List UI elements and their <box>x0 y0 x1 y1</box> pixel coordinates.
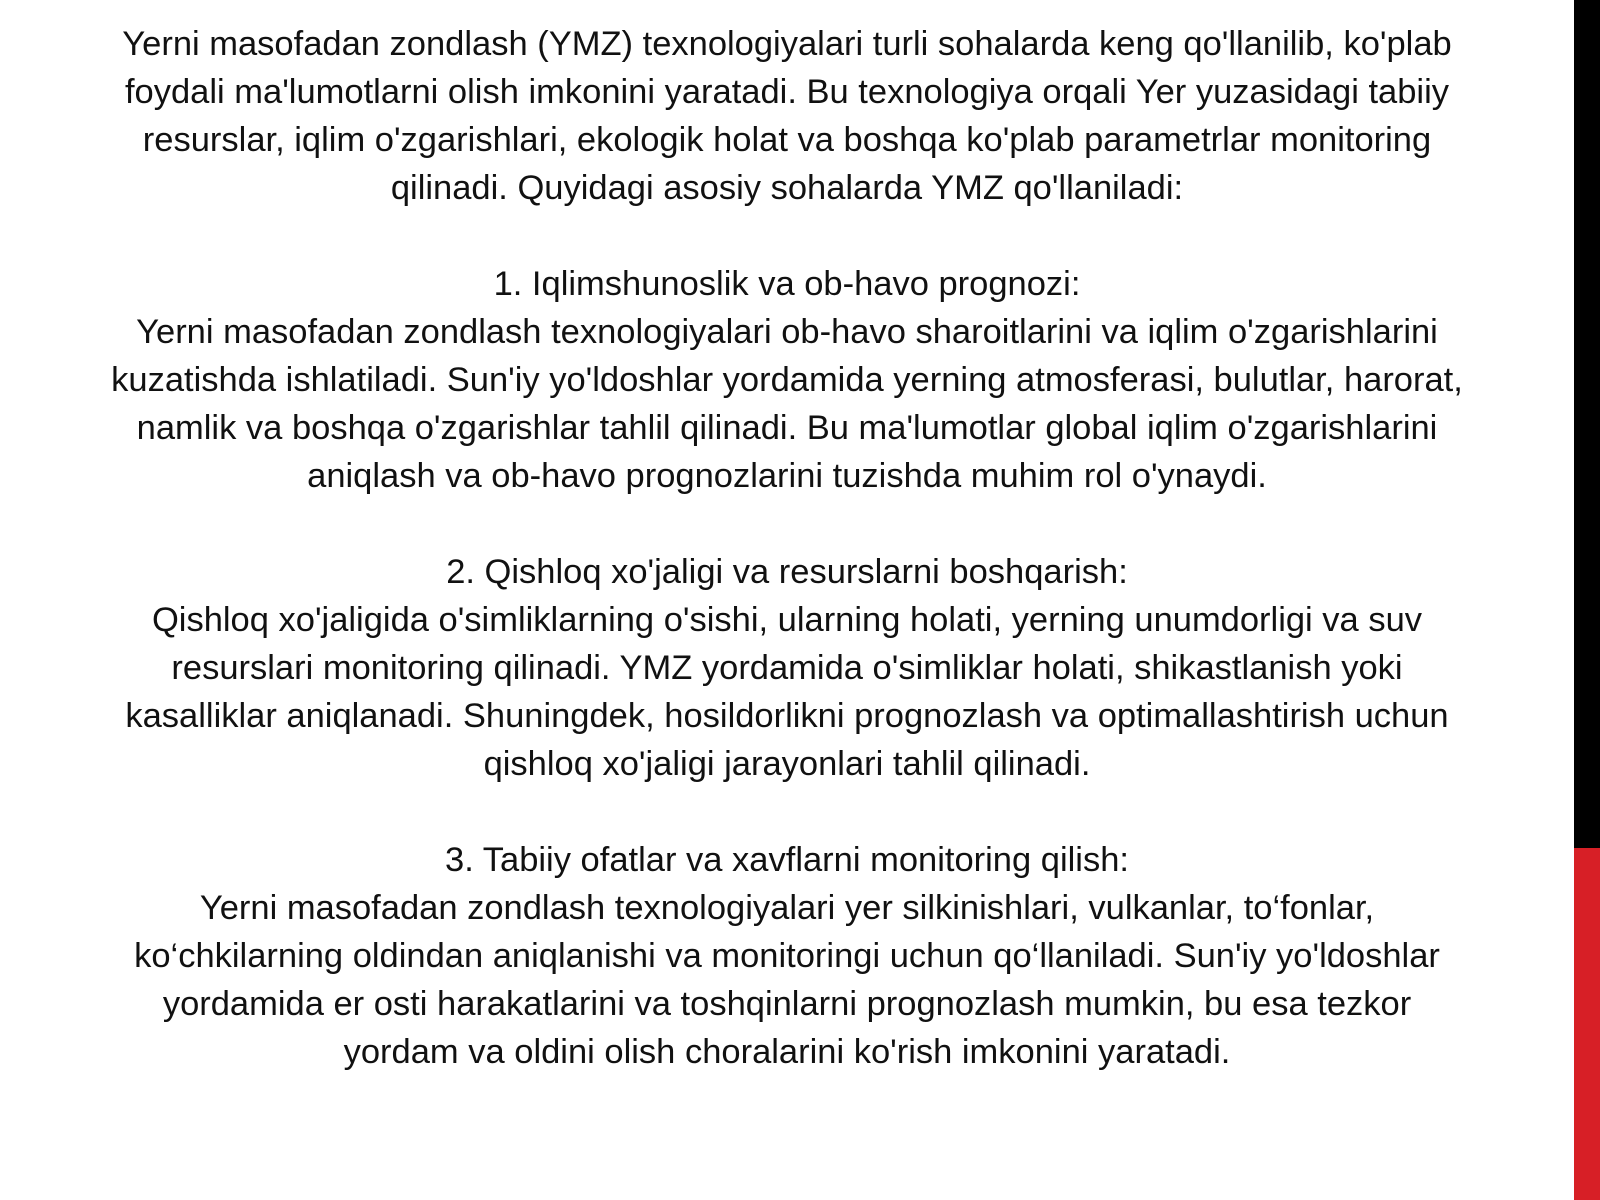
section-agriculture <box>0 548 1574 788</box>
text-line: resurslari monitoring qilinadi. YMZ yordamida o'simliklar holati, shikastlanish yoki <box>171 649 1403 687</box>
section-heading: 3. Tabiiy ofatlar va xavflarni monitoring qilish: <box>445 841 1129 879</box>
text-line: yordam va oldini olish choralarini ko'rish imkonini yaratadi. <box>343 1033 1231 1071</box>
section-disasters <box>0 836 1574 1076</box>
section-heading: 1. Iqlimshunoslik va ob-havo prognozi: <box>493 265 1081 303</box>
text-line: qilinadi. Quyidagi asosiy sohalarda YMZ qo'llaniladi: <box>390 169 1184 207</box>
text-line: foydali ma'lumotlarni olish imkonini yaratadi. Bu texnologiya orqali Yer yuzasidagi tabiiy <box>124 73 1450 111</box>
intro-paragraph <box>0 20 1574 212</box>
slide-text-body <box>0 20 1574 1124</box>
text-line: Yerni masofadan zondlash (YMZ) texnologiyalari turli sohalarda keng qo'llanilib, ko'plab <box>122 25 1452 63</box>
text-line: resurslar, iqlim o'zgarishlari, ekologik holat va boshqa ko'plab parametrlar monitoring <box>142 121 1432 159</box>
text-line: Qishloq xo'jaligida o'simliklarning o'sishi, ularning holati, yerning unumdorligi va suv <box>151 601 1423 639</box>
text-line: namlik va boshqa o'zgarishlar tahlil qilinadi. Bu ma'lumotlar global iqlim o'zgarishlarini <box>136 409 1438 447</box>
text-line: Yerni masofadan zondlash texnologiyalari yer silkinishlari, vulkanlar, to‘fonlar, <box>199 889 1375 927</box>
text-line: qishloq xo'jaligi jarayonlari tahlil qilinadi. <box>483 745 1091 783</box>
text-line: kasalliklar aniqlanadi. Shuningdek, hosildorlikni prognozlash va optimallashtirish uchun <box>125 697 1449 735</box>
text-line: ko‘chkilarning oldindan aniqlanishi va monitoringi uchun qo‘llaniladi. Sun'iy yo'ldoshlar <box>134 937 1440 975</box>
text-line: kuzatishda ishlatiladi. Sun'iy yo'ldoshlar yordamida yerning atmosferasi, bulutlar, harorat, <box>111 361 1463 399</box>
text-line: Yerni masofadan zondlash texnologiyalari ob-havo sharoitlarini va iqlim o'zgarishlarini <box>136 313 1438 351</box>
side-bar-accent <box>1574 848 1600 1200</box>
text-line: yordamida er osti harakatlarini va toshqinlarni prognozlash mumkin, bu esa tezkor <box>162 985 1412 1023</box>
section-climate <box>0 260 1574 500</box>
text-line: aniqlash va ob-havo prognozlarini tuzishda muhim rol o'ynaydi. <box>307 457 1267 495</box>
side-bar-dark <box>1574 0 1600 848</box>
section-heading: 2. Qishloq xo'jaligi va resurslarni boshqarish: <box>446 553 1128 591</box>
